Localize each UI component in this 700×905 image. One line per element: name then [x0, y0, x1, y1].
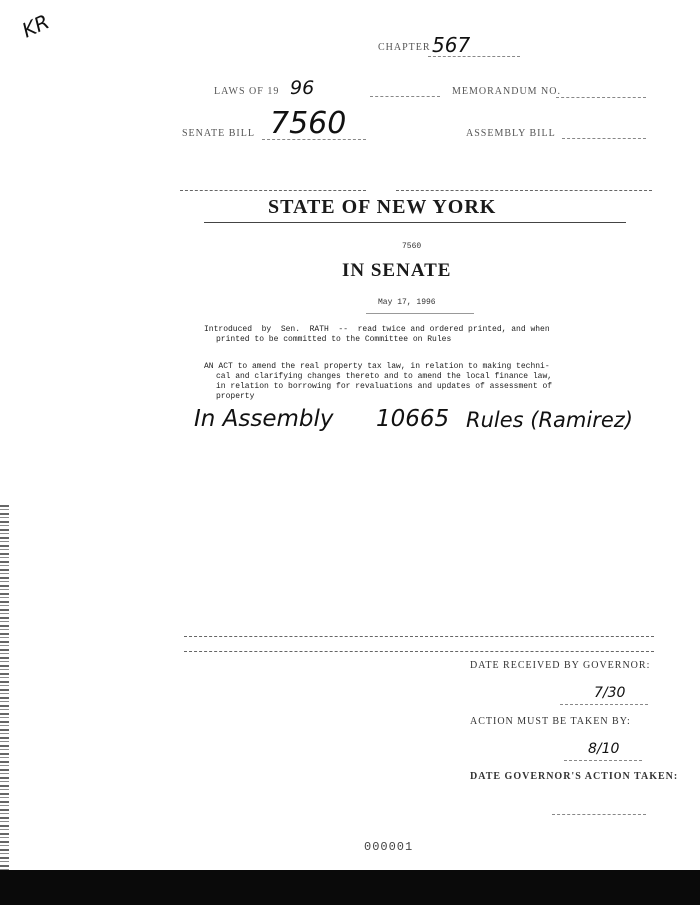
assembly-bill-blank — [562, 138, 646, 139]
lower-rule-1 — [184, 636, 654, 637]
act-line-3: in relation to borrowing for revaluations and updates of assessment of — [216, 382, 553, 391]
senate-bill-value: 7560 — [270, 106, 347, 141]
scan-bottom-band — [0, 870, 700, 905]
lower-rule-2 — [184, 651, 654, 652]
handwritten-rules: Rules (Ramirez) — [466, 408, 633, 432]
laws-year: 96 — [290, 77, 315, 99]
chapter-label: CHAPTER — [378, 42, 431, 53]
handwritten-assembly-number: 10665 — [376, 406, 450, 432]
intro-line-1: Introduced by Sen. RATH -- read twice and ordered printed, and when — [204, 325, 550, 334]
action-taken-label: DATE GOVERNOR'S ACTION TAKEN: — [470, 771, 679, 782]
date-underline — [366, 313, 474, 314]
action-must-blank — [564, 760, 642, 761]
act-line-1: AN ACT to amend the real property tax law, in relation to making techni- — [204, 362, 550, 371]
margin-initials: KR — [18, 9, 53, 43]
laws-label: LAWS OF 19 — [214, 86, 280, 97]
chapter-blank — [428, 56, 520, 57]
action-must-label: ACTION MUST BE TAKEN BY: — [470, 716, 631, 727]
memorandum-blank — [556, 97, 646, 98]
bill-date: May 17, 1996 — [378, 298, 436, 307]
title-rule-left — [180, 190, 366, 191]
assembly-bill-label: ASSEMBLY BILL — [466, 128, 556, 139]
date-received-value: 7/30 — [594, 685, 626, 701]
date-received-blank — [560, 704, 648, 705]
senate-bill-label: SENATE BILL — [182, 128, 255, 139]
handwritten-in-assembly: In Assembly — [194, 406, 334, 432]
bill-number: 7560 — [402, 242, 422, 251]
scan-edge-artifact — [0, 505, 9, 870]
chamber-heading: IN SENATE — [342, 260, 452, 281]
laws-blank — [370, 96, 440, 97]
page-number: 000001 — [364, 840, 414, 854]
action-taken-blank — [552, 814, 646, 815]
title-rule-right — [396, 190, 652, 191]
action-must-value: 8/10 — [588, 741, 620, 757]
memorandum-label: MEMORANDUM NO. — [452, 86, 562, 97]
intro-line-2: printed to be committed to the Committee on Rules — [216, 335, 452, 344]
act-line-4: property — [216, 392, 255, 401]
state-title: STATE OF NEW YORK — [268, 196, 497, 218]
date-received-label: DATE RECEIVED BY GOVERNOR: — [470, 660, 651, 671]
senate-bill-blank — [262, 139, 366, 140]
chapter-value: 567 — [432, 33, 471, 57]
act-line-2: cal and clarifying changes thereto and to amend the local finance law, — [216, 372, 553, 381]
state-title-underline — [204, 222, 626, 223]
